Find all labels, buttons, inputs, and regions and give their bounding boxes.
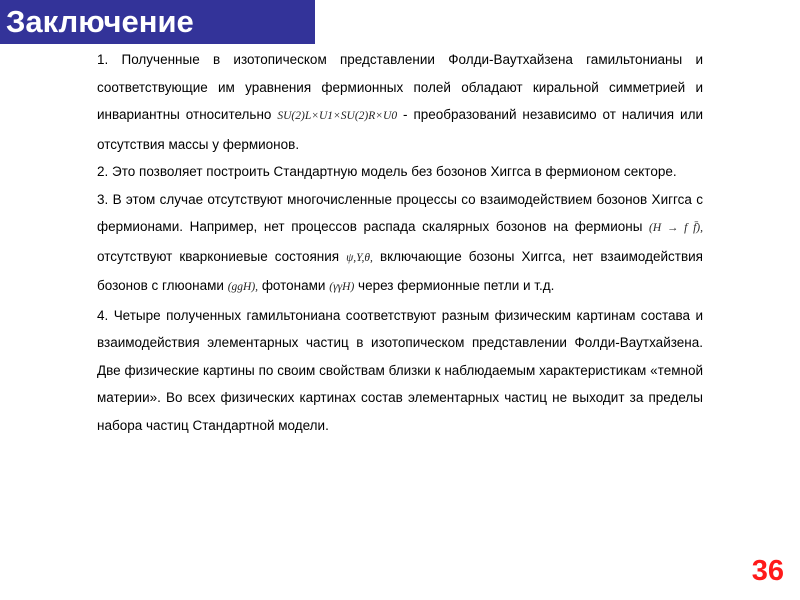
higgs-decay-formula: (H → f f̄),	[649, 222, 703, 234]
slide-title: Заключение	[6, 4, 194, 39]
paragraph-4	[97, 302, 703, 440]
gluon-formula: (ggH),	[227, 281, 259, 293]
photon-formula: (γγH)	[329, 281, 355, 293]
paragraph-1-text-b: - преобразований независимо от наличия или отсутствия массы у фермионов.	[97, 107, 703, 152]
paragraph-4-text: 4. Четыре полученных гамильтониана соответствуют разным физическим картинам состава и взаимодействия элементарных частиц в изотопическом представлении Фолди-Ваутхайзена. Две физические картины по своим свойствам близки к наблюдаемым характеристикам «темной материи». Во всех физических картинах состав элементарных частиц не выходит за пределы набора частиц Стандартной модели.	[97, 307, 703, 433]
paragraph-2	[97, 158, 703, 186]
paragraph-1-text-a: 1. Полученные в изотопическом представлении Фолди-Ваутхайзена гамильтонианы и соответствующие им уравнения фермионных полей обладают киральной симметрией и инвариантны относительно	[97, 52, 703, 122]
paragraph-3	[97, 186, 703, 302]
paragraph-3-text-d: фотонами	[261, 278, 326, 293]
symmetry-group-formula: SU(2)L×U1×SU(2)R×U0	[277, 110, 398, 122]
paragraph-2-text: 2. Это позволяет построить Стандартную модель без бозонов Хиггса в фермионом секторе.	[97, 164, 677, 179]
paragraph-1	[97, 46, 703, 158]
paragraph-3-text-a: 3. В этом случае отсутствуют многочисленные процессы со взаимодействием бозонов Хиггса с фермионами. Например, нет процессов распада скалярных бозонов на фермионы	[97, 191, 703, 234]
conclusion-body	[97, 46, 703, 439]
page-number: 36	[751, 555, 784, 587]
paragraph-3-text-c: включающие бозоны Хиггса, нет взаимодействия бозонов с глюонами	[97, 248, 703, 293]
paragraph-3-text-e: через фермионные петли и т.д.	[358, 278, 555, 293]
paragraph-3-text-b: отсутствуют кваркониевые состояния	[97, 248, 340, 264]
quarkonium-formula: ψ,Υ,θ,	[346, 251, 373, 264]
title-bar	[0, 0, 315, 44]
